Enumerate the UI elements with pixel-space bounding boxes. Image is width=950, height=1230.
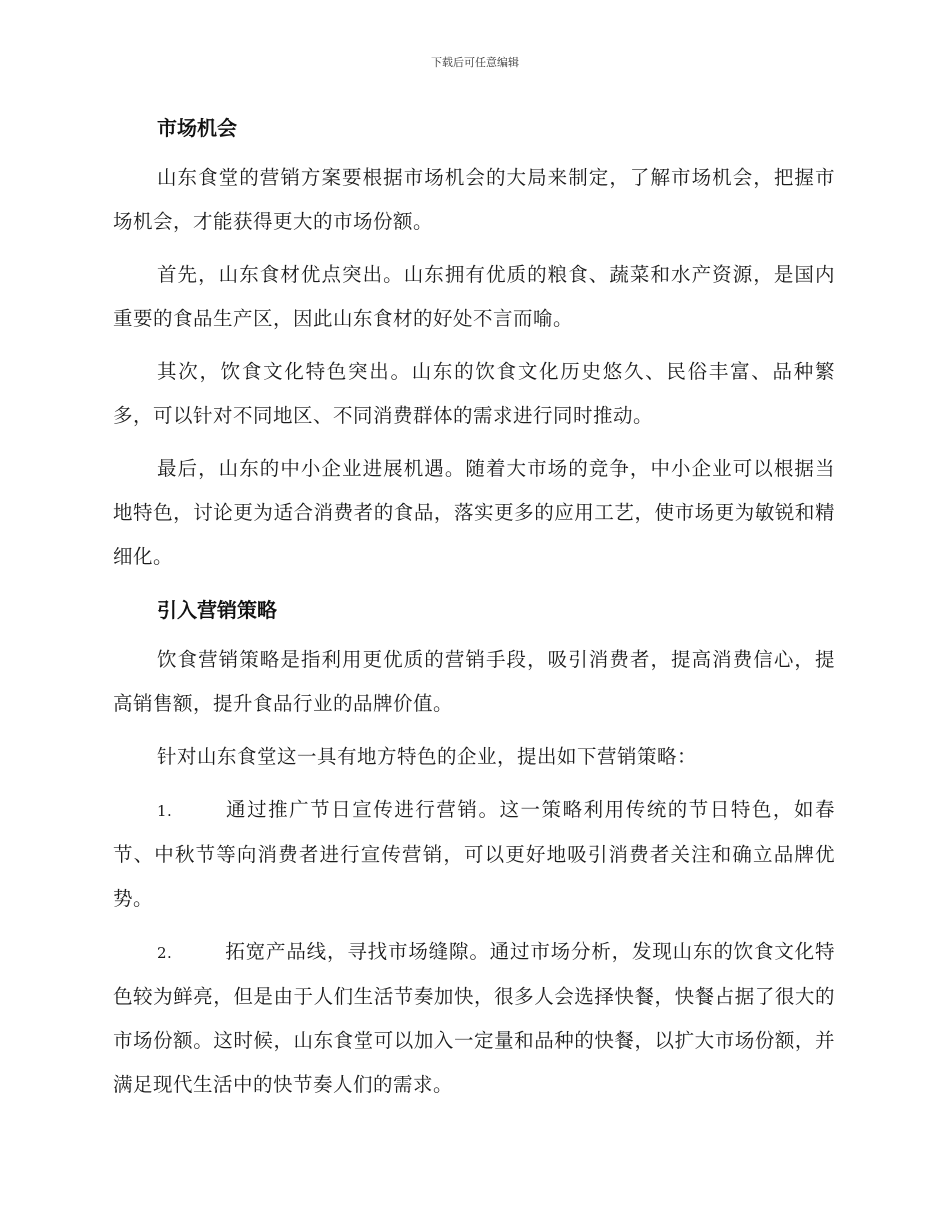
list-item [113,788,835,921]
list-number: 1. [157,802,173,820]
paragraph: 山东食堂的营销方案要根据市场机会的大局来制定，了解市场机会，把握市场机会，才能获得更大的市场份额。 [113,166,835,233]
paragraph: 最后，山东的中小企业进展机遇。随着大市场的竞争，中小企业可以根据当地特色，讨论更为适合消费者的食品，落实更多的应用工艺，使市场更为敏锐和精细化。 [113,457,835,568]
paragraph: 其次，饮食文化特色突出。山东的饮食文化历史悠久、民俗丰富、品种繁多，可以针对不同地区、不同消费群体的需求进行同时推动。 [113,360,835,427]
document-body [113,106,835,1116]
paragraph: 首先，山东食材优点突出。山东拥有优质的粮食、蔬菜和水产资源，是国内重要的食品生产区，因此山东食材的好处不言而喻。 [113,263,835,330]
section-heading-market-opportunity: 市场机会 [157,116,237,140]
list-item [113,930,835,1107]
list-item-text: 拓宽产品线，寻找市场缝隙。通过市场分析，发现山东的饮食文化特色较为鲜亮，但是由于人们生活节奏加快，很多人会选择快餐，快餐占据了很大的市场份额。这时候，山东食堂可以加入一定量和品种的快餐，以扩大市场份额，并满足现代生活中的快节奏人们的需求。 [113,940,835,1096]
list-number: 2. [157,944,173,962]
page-header: 下载后可任意编辑 [431,56,519,69]
section-heading-marketing-strategy: 引入营销策略 [157,598,277,622]
paragraph: 饮食营销策略是指利用更优质的营销手段，吸引消费者，提高消费信心，提高销售额，提升食品行业的品牌价值。 [113,648,835,715]
list-item-text: 通过推广节日宣传进行营销。这一策略利用传统的节日特色，如春节、中秋节等向消费者进行宣传营销，可以更好地吸引消费者关注和确立品牌优势。 [113,798,835,910]
paragraph: 针对山东食堂这一具有地方特色的企业，提出如下营销策略： [157,745,698,768]
